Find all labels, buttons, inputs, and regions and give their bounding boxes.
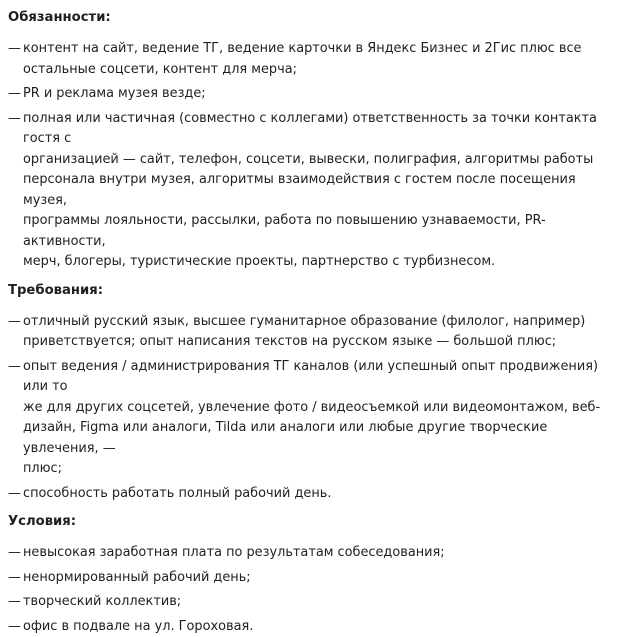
list-item-text: способность работать полный рабочий день. <box>23 484 612 505</box>
section-conditions <box>8 512 612 637</box>
responsibilities-list <box>8 39 612 273</box>
list-item <box>8 84 612 105</box>
dash-bullet: — <box>8 357 23 480</box>
list-item <box>8 592 612 613</box>
list-item-text: опыт ведения / администрирования ТГ каналов (или успешный опыт продвижения) или то же для других соцсетей, увлечение фото / видеосъемкой или видеомонтажом, веб- дизайн, Figma или аналоги, Tilda или аналоги или любые другие творческие увлечения, — плюс; <box>23 357 612 480</box>
dash-bullet: — <box>8 39 23 80</box>
section-title: Условия: <box>8 512 612 532</box>
list-item-text: контент на сайт, ведение ТГ, ведение карточки в Яндекс Бизнес и 2Гис плюс все остальные соцсети, контент для мерча; <box>23 39 612 80</box>
requirements-list <box>8 312 612 505</box>
section-title: Обязанности: <box>8 8 612 28</box>
dash-bullet: — <box>8 109 23 273</box>
list-item-text: невысокая заработная плата по результатам собеседования; <box>23 543 612 564</box>
list-item-text: PR и реклама музея везде; <box>23 84 612 105</box>
list-item <box>8 543 612 564</box>
dash-bullet: — <box>8 617 23 637</box>
list-item <box>8 484 612 505</box>
conditions-list <box>8 543 612 637</box>
list-item <box>8 109 612 273</box>
section-title: Требования: <box>8 281 612 301</box>
list-item-text: ненормированный рабочий день; <box>23 568 612 589</box>
list-item <box>8 357 612 480</box>
list-item-text: творческий коллектив; <box>23 592 612 613</box>
dash-bullet: — <box>8 84 23 105</box>
dash-bullet: — <box>8 484 23 505</box>
list-item <box>8 568 612 589</box>
dash-bullet: — <box>8 568 23 589</box>
list-item <box>8 312 612 353</box>
section-requirements <box>8 281 612 505</box>
section-responsibilities <box>8 8 612 273</box>
list-item-text: полная или частичная (совместно с коллегами) ответственность за точки контакта гостя с организацией — сайт, телефон, соцсети, вывески, полиграфия, алгоритмы работы персонала внутри музея, алгоритмы взаимодействия с гостем после посещения музея, программы лояльности, рассылки, работа по повышению узнаваемости, PR-активности, мерч, блогеры, туристические проекты, партнерство с турбизнесом. <box>23 109 612 273</box>
dash-bullet: — <box>8 592 23 613</box>
list-item <box>8 617 612 637</box>
list-item-text: офис в подвале на ул. Гороховая. <box>23 617 612 637</box>
list-item-text: отличный русский язык, высшее гуманитарное образование (филолог, например) приветствуется; опыт написания текстов на русском языке — большой плюс; <box>23 312 612 353</box>
dash-bullet: — <box>8 543 23 564</box>
dash-bullet: — <box>8 312 23 353</box>
list-item <box>8 39 612 80</box>
